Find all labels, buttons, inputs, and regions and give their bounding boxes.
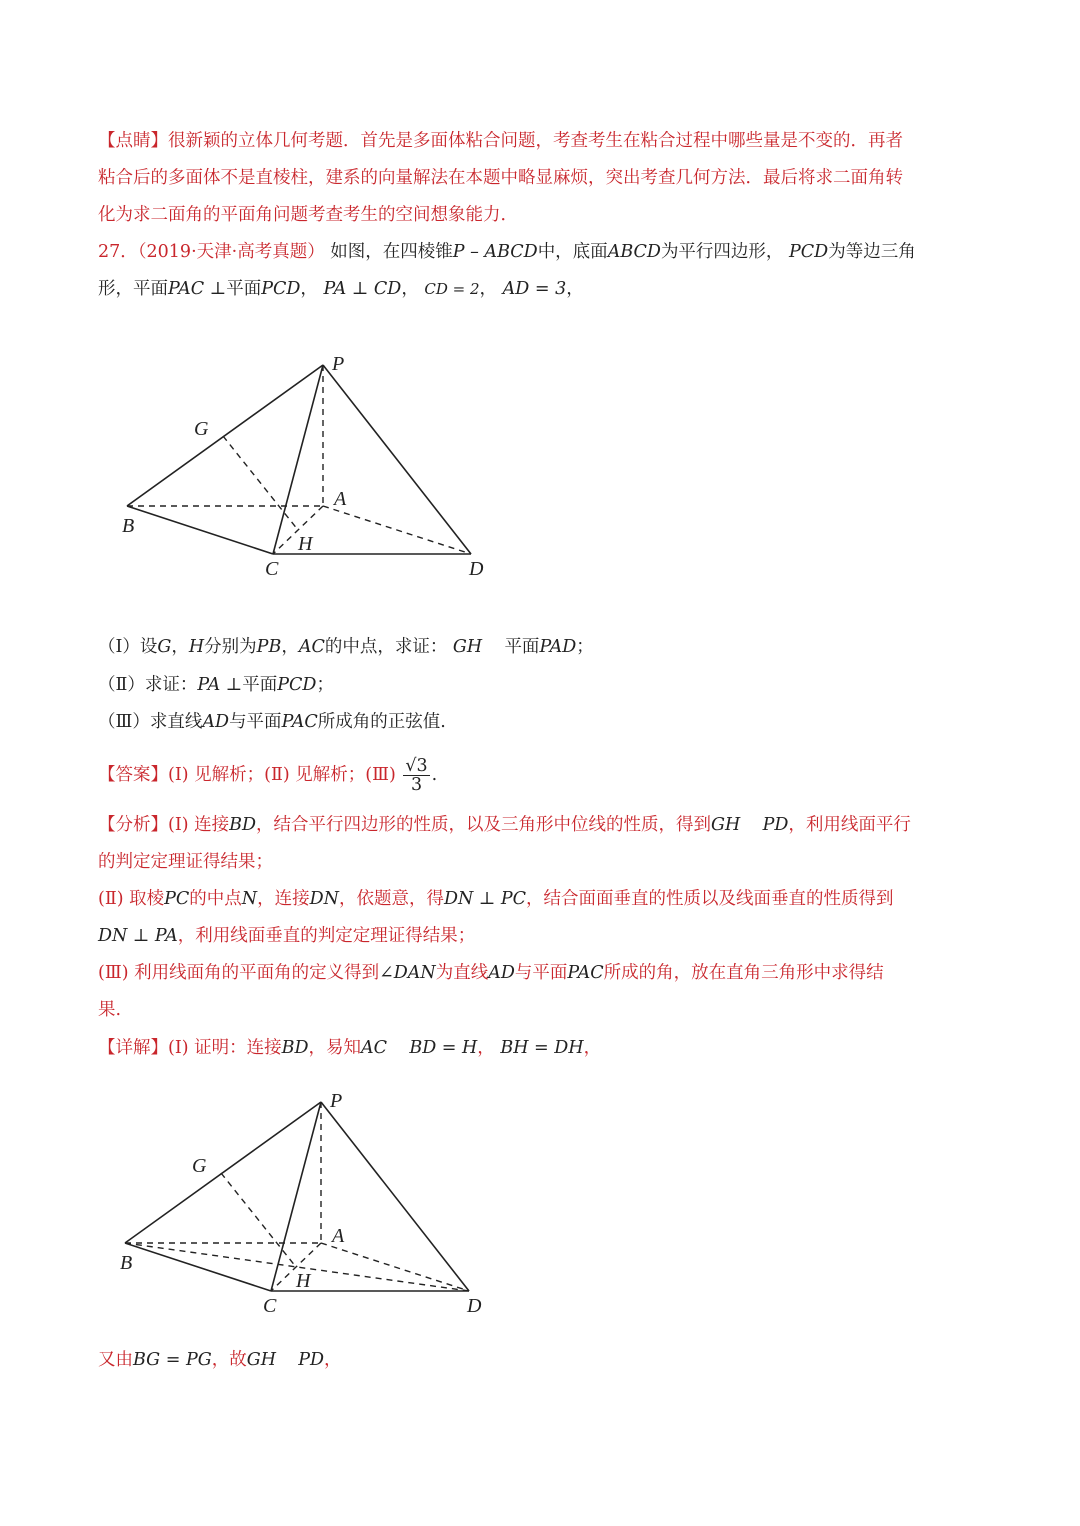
edge-bc: [127, 506, 273, 554]
pyramid-figure-2: [110, 1087, 510, 1327]
question-2: （Ⅱ）求证：PA ⊥平面PCD；: [98, 675, 334, 695]
analysis-line-2: 的判定定理证得结果；: [98, 852, 273, 872]
final-line: 又由BG = PG，故GH PD，: [98, 1350, 342, 1370]
problem-source: （2019·天津·高考真题）: [137, 242, 325, 262]
label-p: P: [332, 353, 345, 375]
edge-pd: [323, 365, 471, 554]
analysis-line-5: (Ⅲ) 利用线面角的平面角的定义得到∠DAN为直线AD与平面PAC所成的角，放在直角三角形中求得结: [98, 963, 884, 983]
analysis-line-3: (Ⅱ) 取棱PC的中点N，连接DN，依题意，得DN ⊥ PC，结合面面垂直的性质以及线面垂直的性质得到: [98, 889, 894, 909]
segment-gh: [223, 436, 298, 530]
pyramid-figure-1: [110, 350, 510, 590]
edge-pc: [271, 1102, 321, 1291]
label-b: B: [122, 515, 135, 537]
analysis-label: 【分析】: [98, 815, 168, 835]
label-h: H: [296, 1270, 311, 1292]
dianjing-line-2: 粘合后的多面体不是直棱柱，建系的向量解法在本题中略显麻烦，突出考查几何方法．最后将求二面角转: [98, 168, 903, 188]
answer-line: 【答案】(Ⅰ) 见解析；(Ⅱ) 见解析；(Ⅲ) $\frac{√3}{3}$ .: [98, 756, 438, 795]
label-c: C: [263, 1295, 277, 1317]
edge-pb: [125, 1102, 321, 1243]
problem-number: 27．: [98, 242, 138, 262]
label-d: D: [467, 1295, 482, 1317]
label-c: C: [265, 558, 279, 580]
dianjing-line-1: 【点睛】很新颖的立体几何考题．首先是多面体粘合问题，考查考生在粘合过程中哪些量是不变的．再者: [98, 131, 903, 151]
answer-label: 【答案】: [98, 765, 168, 785]
label-p: P: [330, 1090, 343, 1112]
segment-gh: [221, 1173, 296, 1267]
label-d: D: [469, 558, 484, 580]
answer-fraction: $\frac{√3}{3}$: [405, 756, 428, 795]
label-a: A: [332, 1225, 345, 1247]
label-g: G: [192, 1155, 207, 1177]
edge-pd: [321, 1102, 469, 1291]
analysis-line-4: DN ⊥ PA，利用线面垂直的判定定理证得结果；: [98, 926, 476, 946]
question-3: （Ⅲ）求直线AD与平面PAC所成角的正弦值.: [98, 712, 446, 732]
problem-line-1: 27．（2019·天津·高考真题） 如图，在四棱锥P – ABCD中，底面ABCD为平行四边形， PCD为等边三角: [98, 242, 916, 262]
label-b: B: [120, 1252, 133, 1274]
edge-bc: [125, 1243, 271, 1291]
dianjing-label: 【点睛】: [98, 131, 168, 151]
edge-pc: [273, 365, 323, 554]
label-g: G: [194, 418, 209, 440]
problem-line-2: 形，平面PAC ⊥平面PCD， PA ⊥ CD， CD = 2， AD = 3，: [98, 279, 584, 299]
detail-line-1: 【详解】(Ⅰ) 证明：连接BD，易知AC BD = H， BH = DH，: [98, 1038, 602, 1058]
analysis-line-6: 果.: [98, 1000, 122, 1020]
dianjing-line-3: 化为求二面角的平面角问题考查考生的空间想象能力．: [98, 205, 518, 225]
label-h: H: [298, 533, 313, 555]
detail-label: 【详解】: [98, 1038, 168, 1058]
edge-pb: [127, 365, 323, 506]
question-1: （Ⅰ）设G，H分别为PB，AC的中点，求证： GH 平面PAD；: [98, 637, 594, 657]
edge-ad: [321, 1243, 469, 1291]
analysis-line-1: 【分析】(Ⅰ) 连接BD，结合平行四边形的性质，以及三角形中位线的性质，得到GH PD，利用线面平行: [98, 815, 911, 835]
edge-ad: [323, 506, 471, 554]
label-a: A: [334, 488, 347, 510]
